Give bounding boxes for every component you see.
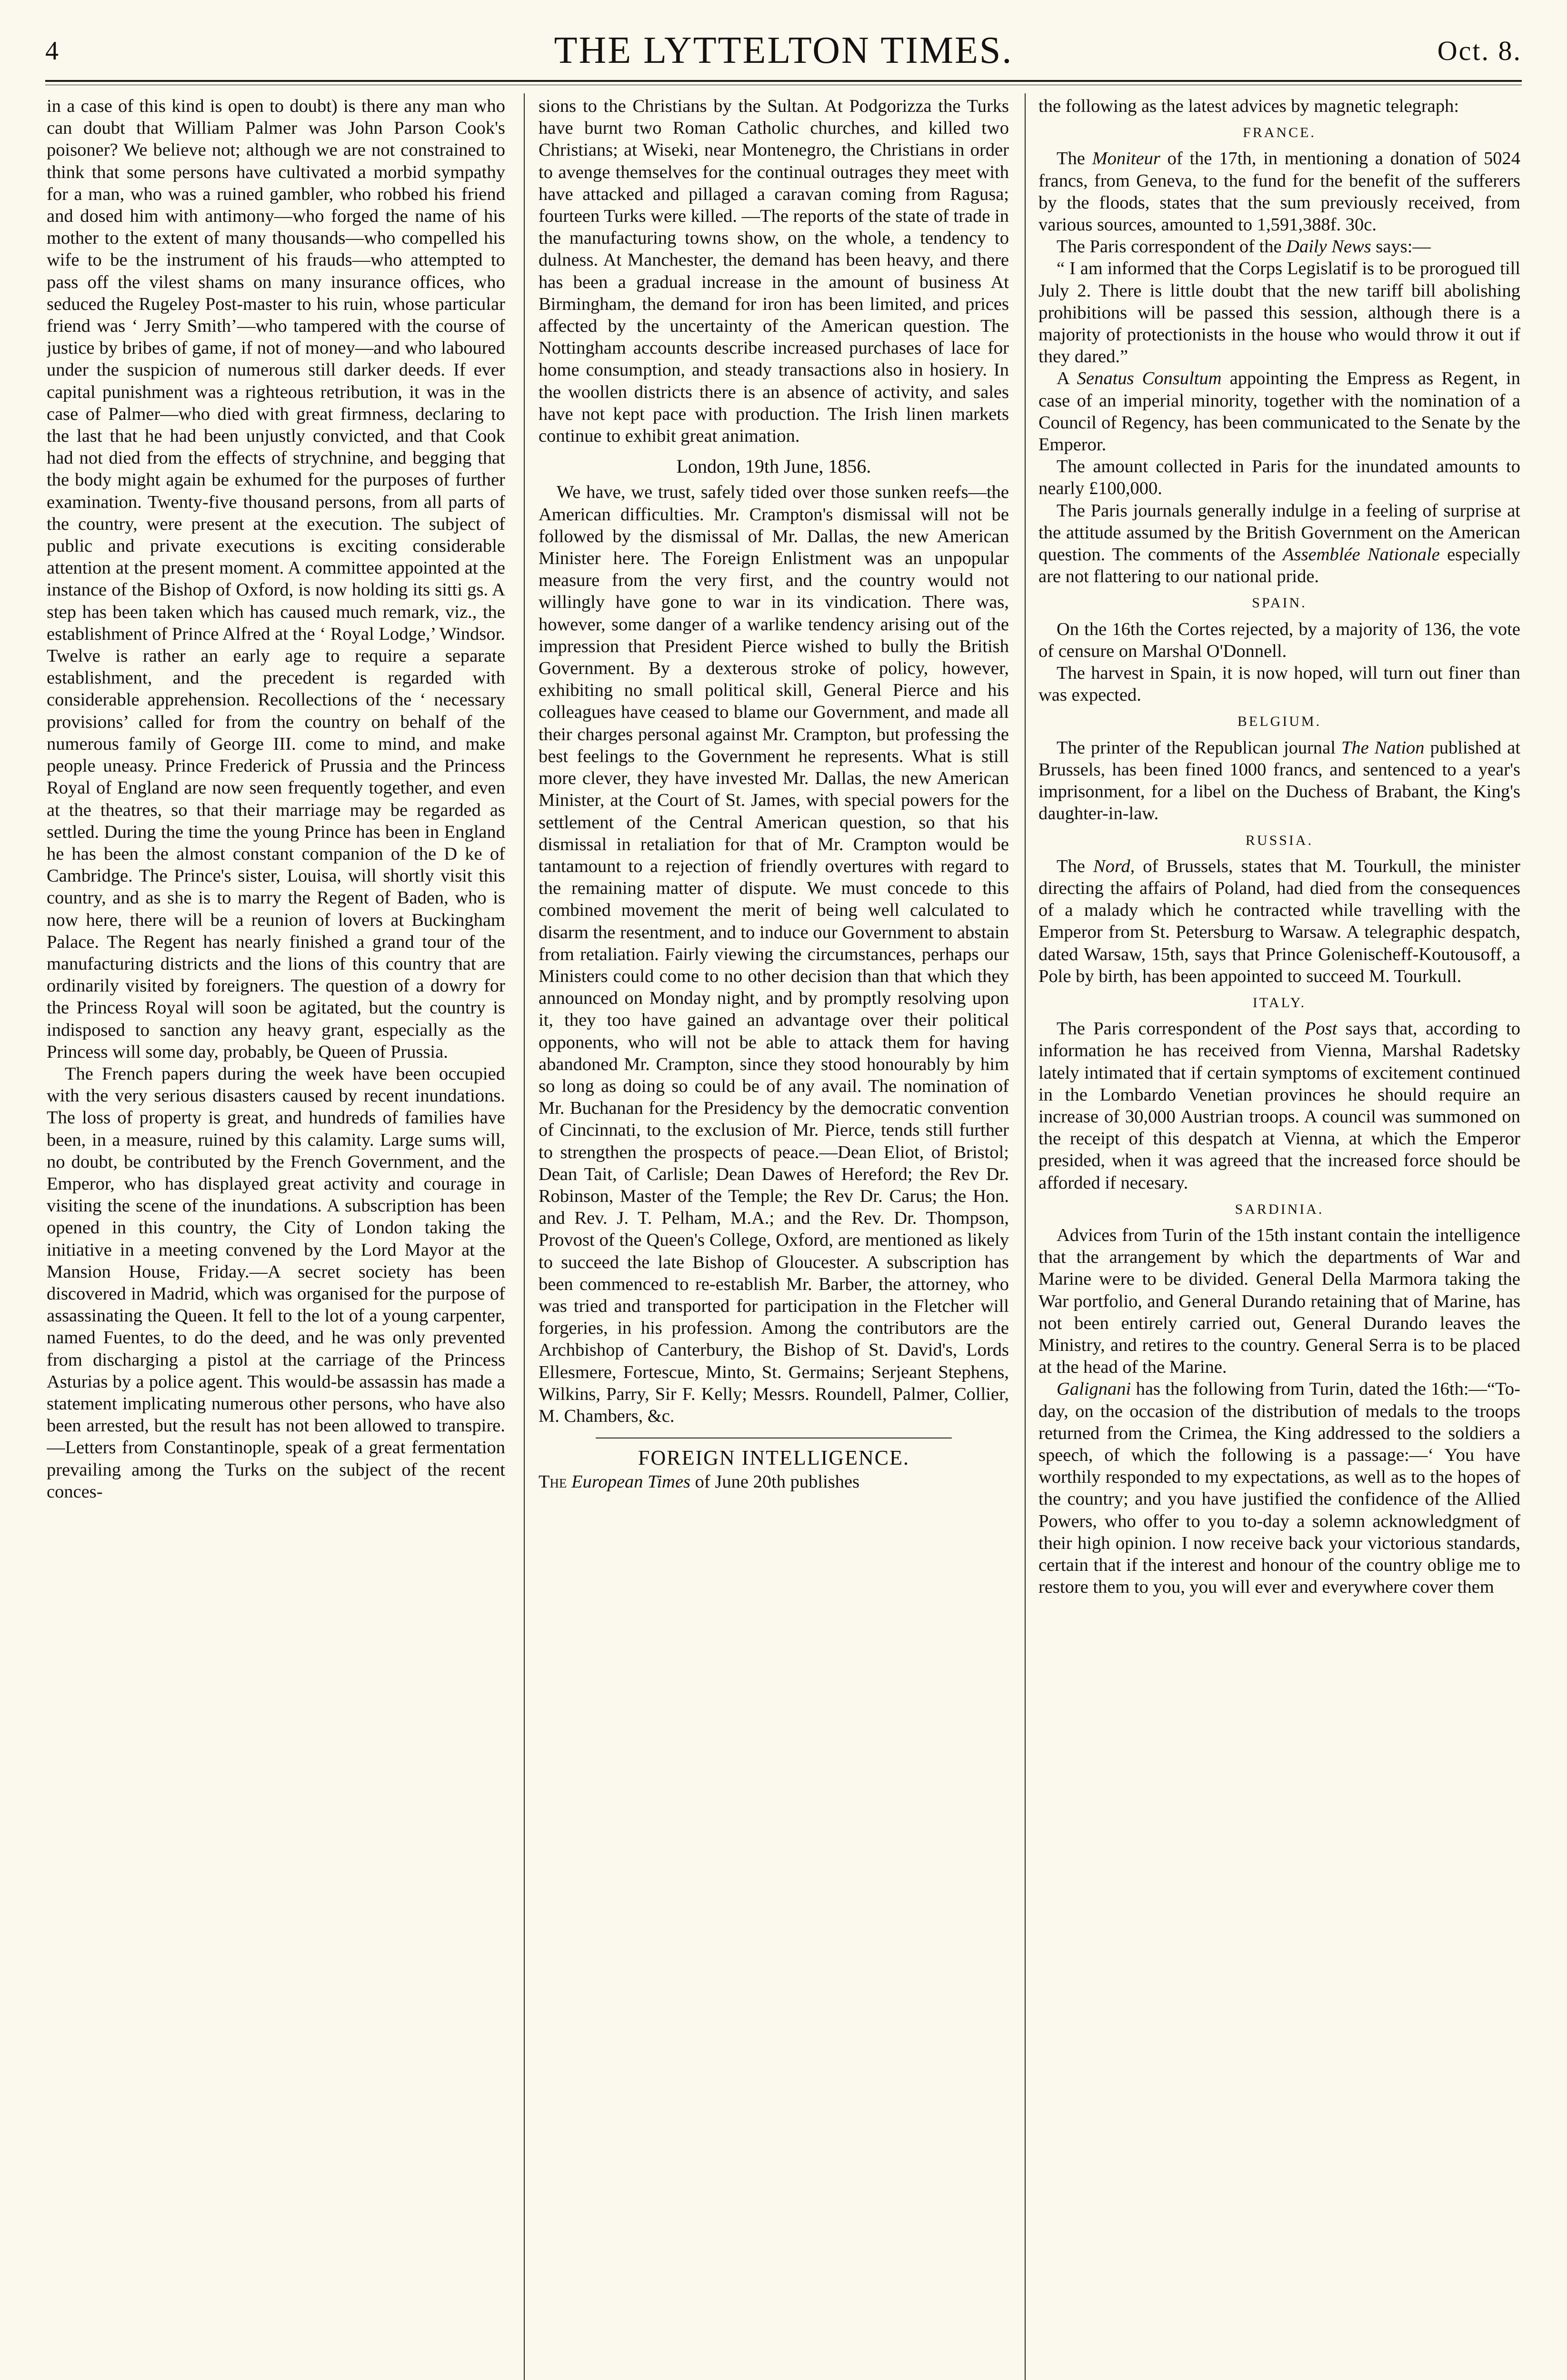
header-rule xyxy=(45,80,1522,82)
column-divider xyxy=(524,93,525,2380)
text-run: The Paris correspondent of the xyxy=(1057,237,1282,257)
country-heading: RUSSIA. xyxy=(1245,832,1314,848)
article-paragraph: “ I am informed that the Corps Legislatif is to be prorogued till July 2. There is little doubt that the new tariff bill abolishing prohibitions will be passed this session, although there is a majority of protectionists in the house who would throw it out if they dared.” xyxy=(1038,258,1520,367)
intro-lead: The xyxy=(539,1472,567,1492)
article-paragraph: We have, we trust, safely tided over those sunken reefs—the American difficulties. Mr. Crampton's dismissal will not be followed by the dismissal of Mr. Dallas, the new American Minister here. The Foreign Enlistment was an unpopular measure from the very first, and the country would not willingly have gone to war in its vindication. There was, however, some danger of a warlike tendency arising out of the impression that President Pierce wished to bully the British Government. By a dexterous stroke of policy, however, exhibiting no small political skill, General Pierce and his colleagues have ceased to blame our Government, and made all their charges personal against Mr. Crampton, but professing the best feelings to the Government he represents. What is still more clever, they have invested Mr. Dallas, the new American Minister, at the Court of St. James, with special powers for the settlement of the Central American question, so that his dismissal in retaliation for that of Mr. Crampton would be tantamount to a rejection of friendly overtures with regard to the remaining matter of dispute. We must concede to this combined movement the merit of being well calculated to disarm the resentment, and to induce our Government to abstain from retaliation. Fairly viewing the circumstances, perhaps our Ministers could come to no other decision than that which they announced on Monday night, and by promptly resolving upon it, they too have gained an advantage over their political opponents, who will not be able to attack them for having abandoned Mr. Crampton, since they stood honourably by him so long as doing so could be of any avail. The nomination of Mr. Buchanan for the Presidency by the democratic convention of Cincinnati, to the exclusion of Mr. Pierce, tends still further to strengthen the prospects of peace.—Dean Eliot, of Bristol; Dean Tait, of Carlisle; Dean Dawes of Hereford; the Rev Dr. Robinson, Master of the Temple; the Rev Dr. Carus; the Hon. and Rev. J. T. Pelham, M.A.; and the Rev. Dr. Thompson, Provost of the Queen's College, Oxford, are mentioned as likely to succeed the late Bishop of Gloucester. A subscription has been commenced to re-establish Mr. Barber, the attorney, who was tried and transported for participation in the Fletcher will forgeries, in his profession. Among the contributors are the Archbishop of Canterbury, the Bishop of St. David's, Lords Ellesmere, Fortescue, Minto, St. Germains; Serjeant Stephens, Wilkins, Parry, Sir F. Kelly; Messrs. Roundell, Palmer, Collier, M. Chambers, &c. xyxy=(539,482,1009,1426)
text-run: of the 17th, in mentioning a donation of 5024 francs, from Geneva, to the fund for the benefit of the sufferers by the floods, states that the sum previously received, from various sources, amounted to 1,591,388f. 30c. xyxy=(1038,149,1520,235)
text-run: published at Brussels, has been fined 1000 francs, and sentenced to a year's imprisonment, for a libel on the Duchess of Brabant, the King's daughter-in-law. xyxy=(1038,737,1520,824)
text-run: The Paris journals generally indulge in a feeling of surprise at the attitude assumed by the British Government on the American question. The comments of the xyxy=(1038,500,1520,565)
publication-name: European Times xyxy=(571,1472,691,1492)
article-paragraph xyxy=(1038,500,1520,588)
article-paragraph xyxy=(1038,236,1520,258)
publication-name: Moniteur xyxy=(1092,149,1160,169)
article-paragraph: The amount collected in Paris for the inundated amounts to nearly £100,000. xyxy=(1038,456,1520,499)
country-heading: ITALY. xyxy=(1252,994,1307,1011)
article-paragraph xyxy=(1038,148,1520,236)
text-run: of Brussels, states that M. Tourkull, the minister directing the affairs of Poland, had died from the consequences of a malady which he contracted while travelling with the Emperor from St. Petersburg to Warsaw. A telegraphic despatch, dated Warsaw, 15th, says that Prince Golenischeff-Koutousoff, a Pole by birth, has been appointed to succeed M. Tourkull. xyxy=(1038,856,1520,986)
text-run: has the following from Turin, dated the 16th:—“To-day, on the occasion of the distribution of medals to the troops returned from the Crimea, the King addressed to the soldiers a speech, of which the following is a passage:—‘ You have worthily responded to my expectations, as well as to the hopes of the country; and you have justified the confidence of the Allied Powers, who offer to you to-day a solemn acknowledgment of their high opinion. I now receive back your victorious standards, certain that if the interest and honour of the country oblige me to restore them to you, you will ever and everywhere cover them xyxy=(1038,1379,1520,1597)
text-run: A xyxy=(1057,368,1069,389)
country-heading: FRANCE. xyxy=(1243,125,1316,141)
article-paragraph xyxy=(1038,1018,1520,1194)
article-paragraph: in a case of this kind is open to doubt) is there any man who can doubt that William Palmer was John Parson Cook's poisoner? We believe not; although we are not constrained to think that some persons have cultivated a morbid sympathy for a man, who was a ruined gambler, who robbed his friend and dosed him with antimony—who forged the name of his mother to the extent of many thousands—who compelled his wife to be the instrument of his frauds—who attempted to pass off the vilest shams on many insurance offices, who seduced the Rugeley Post-master to his ruin, whose particular friend was ‘ Jerry Smith’—who tampered with the course of justice by bribes of game, if not of money—and who laboured under the suspicion of numerous still darker deeds. If ever capital punishment was a righteous retribution, it was in the case of Palmer—who died with great firmness, declaring to the last that he had been unjustly convicted, and that Cook had not died from the effects of strychnine, and begging that the body might again be exhumed for the purposes of further examination. Twenty-five thousand persons, from all parts of the country, were present at the execution. The subject of public and private executions is exciting considerable attention at the present moment. A committee appointed at the instance of the Bishop of Oxford, is now holding its sitti gs. A step has been taken which has caused much remark, viz., the establishment of Prince Alfred at the ‘ Royal Lodge,’ Windsor. Twelve is rather an early age to require a separate establishment, and the precedent is regarded with considerable apprehension. Recollections of the ‘ necessary provisions’ called for from the country on behalf of the numerous family of George III. come to mind, and make people uneasy. Prince Frederick of Prussia and the Princess Royal of England are now seen frequently together, and even at the theatres, so that their marriage may be regarded as settled. During the time the young Prince has been in England he has been the almost constant companion of the D ke of Cambridge. The Prince's sister, Louisa, will shortly visit this country, and as she is to marry the Regent of Baden, who is now here, there will be a reunion of lovers at Buckingham Palace. The Regent has nearly finished a grand tour of the manufacturing districts and the lions of this country that are ordinarily visited by foreigners. The question of a dowry for the Princess Royal will soon be agitated, but the country is indisposed to sanction any heavy grant, especially as the Princess will some day, probably, be Queen of Prussia. xyxy=(47,96,505,1062)
section-heading: FOREIGN INTELLIGENCE. xyxy=(638,1446,909,1470)
article-paragraph: The French papers during the week have been occupied with the very serious disasters caused by recent inundations. The loss of property is great, and hundreds of families have been, in a measure, ruined by this calamity. Large sums will, no doubt, be contributed by the French Government, and the Emperor, who has displayed great activity and courage in visiting the scene of the inundations. A subscription has been opened in this country, the City of London taking the initiative in a meeting convened by the Lord Mayor at the Mansion House, Friday.—A secret society has been discovered in Madrid, which was organised for the purpose of assassinating the Queen. It fell to the lot of a young carpenter, named Fuentes, to do the deed, and he was only prevented from discharging a pistol at the carriage of the Princess Asturias by a police agent. This would-be assassin has made a statement implicating numerous other persons, who have also been arrested, but the result has not been allowed to transpire.—Letters from Constantinople, speak of a great fermentation prevailing among the Turks on the subject of the recent conces- xyxy=(47,1063,505,1502)
article-paragraph: On the 16th the Cortes rejected, by a majority of 136, the vote of censure on Marshal O'Donnell. xyxy=(1038,619,1520,661)
text-run: The xyxy=(1057,149,1085,169)
article-paragraph: sions to the Christians by the Sultan. At Podgorizza the Turks have burnt two Roman Catholic churches, and killed two Christians; at Wiseki, near Montenegro, the Christians in order to avenge themselves for the continual outrages they meet with have attacked and pillaged a caravan coming from Ragusa; fourteen Turks were killed. —The reports of the state of trade in the manufacturing towns show, on the whole, a tendency to dulness. At Manchester, the demand has been heavy, and there has been a gradual increase in the amount of business At Birmingham, the demand for iron has been limited, and prices affected by the uncertainty of the American question. The Nottingham accounts describe increased purchases of lace for home consumption, and steady transactions also in hosiery. In the woollen districts there is an absence of activity, and sales have not kept pace with production. The Irish linen markets continue to exhibit great animation. xyxy=(539,96,1009,446)
text-run: says:— xyxy=(1376,237,1431,257)
text-run: The Paris correspondent of the xyxy=(1057,1019,1297,1039)
text-run: appointing the Empress as Regent, in case of an imperial minority, together with the nomination of a Council of Regency, has been communicated to the Senate by the Emperor. xyxy=(1038,368,1520,455)
publication-name: Daily News xyxy=(1286,237,1371,257)
text-run: says that, according to information he has received from Vienna, Marshal Radetsky lately intimated that if certain symptoms of excitement continued in the Lombardo Venetian provinces he should require an increase of 30,000 Austrian troops. A council was summoned on the receipt of this despatch at Vienna, at which the Emperor presided, when it was agreed that the increased force should be afforded if necesary. xyxy=(1038,1019,1520,1193)
column-1 xyxy=(47,95,505,2380)
article-paragraph: the following as the latest advices by magnetic telegraph: xyxy=(1038,96,1459,116)
publication-name: Post xyxy=(1304,1019,1337,1039)
article-paragraph xyxy=(1038,737,1520,825)
intro-text: of June 20th publishes xyxy=(695,1472,860,1492)
column-divider xyxy=(1025,93,1026,2380)
issue-date: Oct. 8. xyxy=(1437,35,1522,66)
column-3 xyxy=(1038,95,1520,2380)
newspaper-title: THE LYTTELTON TIMES. xyxy=(554,30,1013,71)
dateline: London, 19th June, 1856. xyxy=(676,456,871,477)
publication-name: The Nation xyxy=(1341,737,1425,758)
publication-name: Senatus Consultum xyxy=(1077,368,1222,389)
publication-name: Nord, xyxy=(1093,856,1135,876)
article-paragraph: The harvest in Spain, it is now hoped, will turn out finer than was expected. xyxy=(1038,663,1520,705)
text-run: The xyxy=(1057,856,1085,876)
column-2 xyxy=(539,95,1009,2380)
country-heading: SPAIN. xyxy=(1252,595,1307,611)
masthead xyxy=(45,26,1522,76)
article-paragraph xyxy=(1038,1378,1520,1598)
publication-name: Assemblée Nationale xyxy=(1283,545,1440,565)
country-heading: SARDINIA. xyxy=(1235,1201,1324,1217)
text-run: The printer of the Republican journal xyxy=(1057,737,1336,758)
article-paragraph xyxy=(1038,855,1520,987)
country-heading: BELGIUM. xyxy=(1237,714,1322,730)
page-number: 4 xyxy=(45,36,59,66)
article-paragraph: Advices from Turin of the 15th instant contain the intelligence that the arrangement by which the departments of War and Marine were to be divided. General Della Marmora taking the War portfolio, and General Durando retaining that of Marine, has not been entirely carried out, General Durando leaves the Ministry, and retires to the country. General Serra is to be placed at the head of the Marine. xyxy=(1038,1225,1520,1378)
article-paragraph xyxy=(539,1471,1009,1493)
publication-name: Galignani xyxy=(1057,1379,1131,1399)
article-paragraph xyxy=(1038,367,1520,456)
text-run: especially are not flattering to our national pride. xyxy=(1038,545,1520,587)
